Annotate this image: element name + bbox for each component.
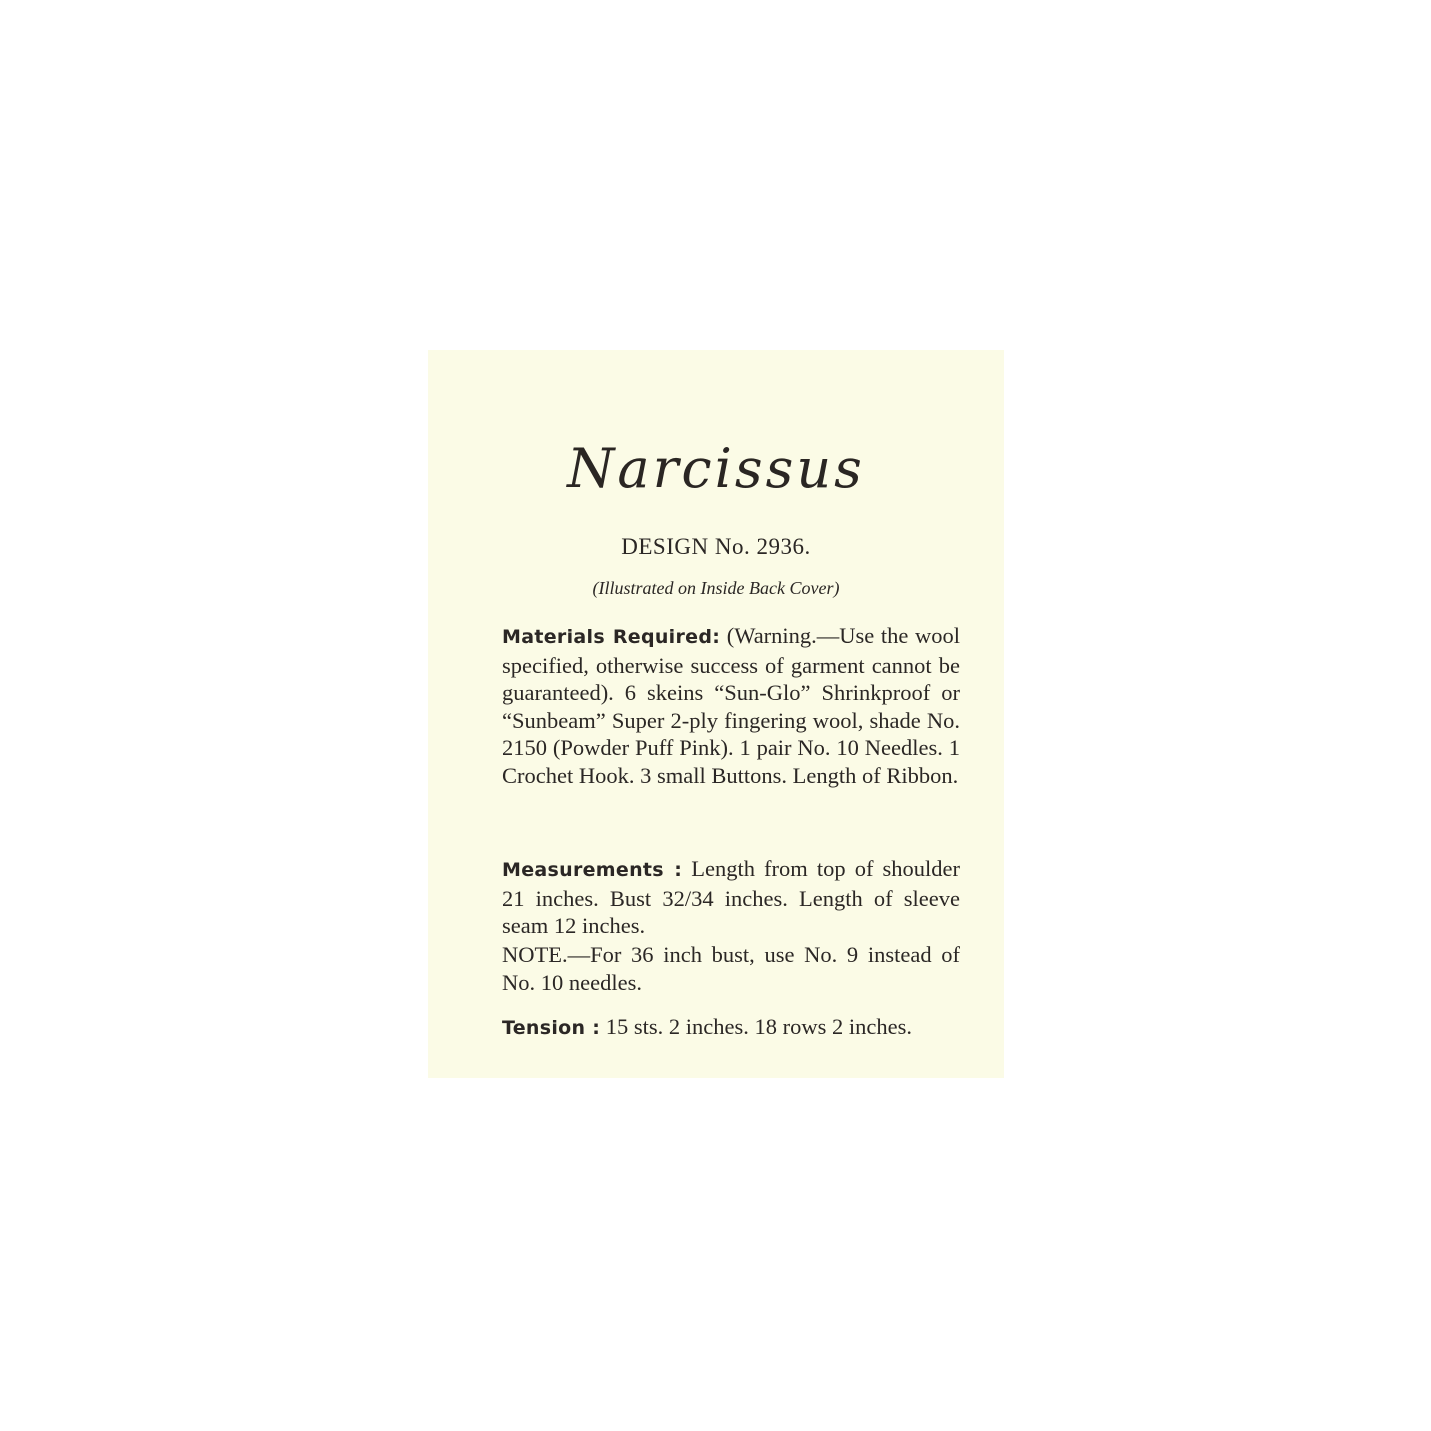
materials-text: (Warning.—Use the wool specified, otherwise success of garment cannot be guaranteed). 6 skeins “Sun-Glo” Shrinkproof or “Sunbeam” Super 2-ply fingering wool, shade No. 2150 (Powder Puff Pink). 1 pair No. 10 Needles. 1 Crochet Hook. 3 small Buttons. Length of Ribbon. xyxy=(502,623,961,788)
measurements-heading: Measurements : xyxy=(502,859,683,881)
measurements-section xyxy=(502,855,960,940)
measurements-text: Length from top of shoulder 21 inches. Bust 32/34 inches. Length of sleeve seam 12 inches. xyxy=(502,856,960,938)
tension-heading: Tension : xyxy=(502,1017,601,1039)
note-section xyxy=(502,941,960,996)
design-number: DESIGN No. 2936. xyxy=(621,534,811,559)
materials-section xyxy=(502,622,960,789)
pattern-page xyxy=(428,350,1004,1078)
tension-text: 15 sts. 2 inches. 18 rows 2 inches. xyxy=(605,1014,913,1039)
note-text: NOTE.—For 36 inch bust, use No. 9 instead of No. 10 needles. xyxy=(502,942,960,995)
tension-section xyxy=(502,1013,960,1043)
materials-heading: Materials Required: xyxy=(502,626,721,648)
illustrated-note: (Illustrated on Inside Back Cover) xyxy=(592,578,840,598)
pattern-title: Narcissus xyxy=(567,437,865,500)
